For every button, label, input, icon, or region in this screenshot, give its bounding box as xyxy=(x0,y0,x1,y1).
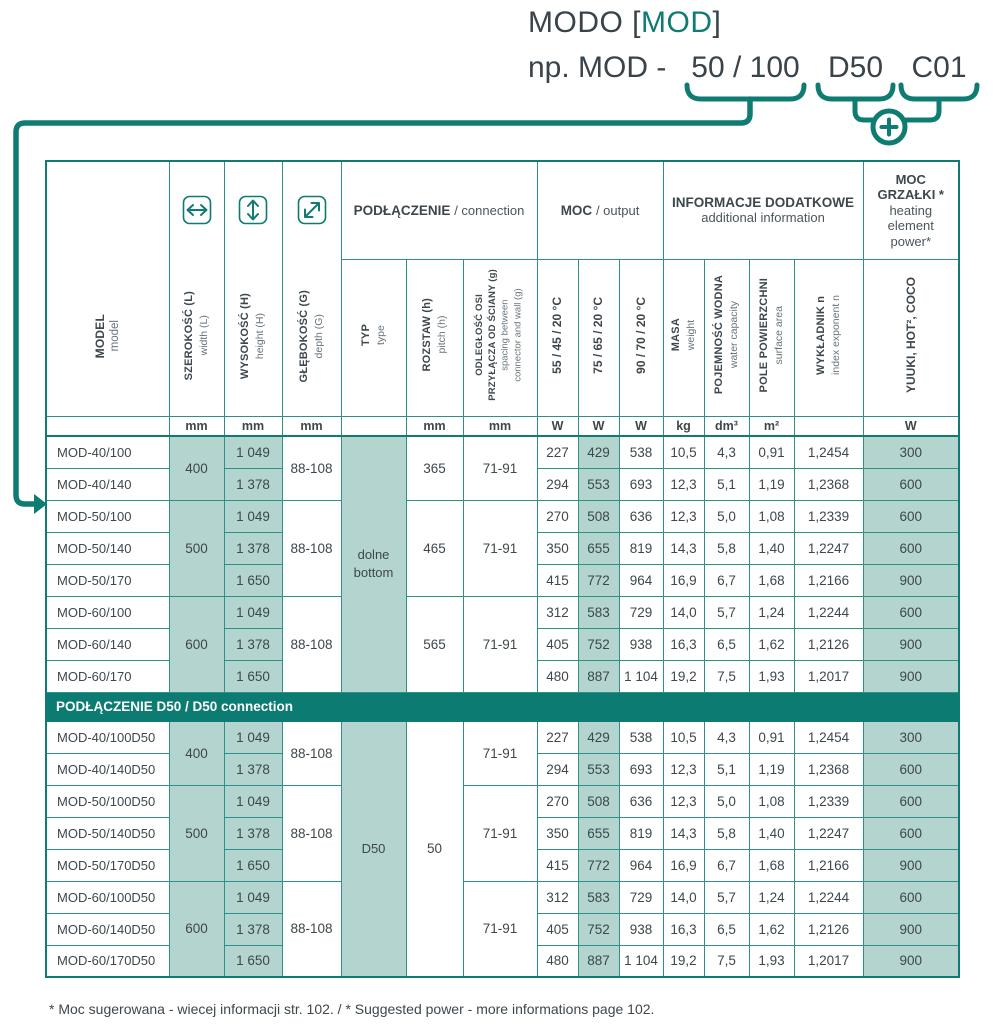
cell-exponent: 1,2454 xyxy=(794,721,863,753)
cell-heater-power: 900 xyxy=(863,913,959,945)
cell-exponent: 1,2126 xyxy=(794,913,863,945)
cell-output-55: 312 xyxy=(537,596,578,628)
plus-icon-glyph xyxy=(882,120,897,135)
example-size-code: 50 / 100 xyxy=(691,51,800,84)
cell-spacing: 71-91 xyxy=(463,436,537,500)
header-width: SZEROKOŚĆ (L) width (L) xyxy=(169,161,224,416)
cell-area: 1,40 xyxy=(749,817,794,849)
cell-output-55: 227 xyxy=(537,436,578,468)
cell-width: 400 xyxy=(169,436,224,500)
cell-pitch: 465 xyxy=(406,500,463,596)
cell-height: 1 049 xyxy=(224,785,282,817)
cell-width: 400 xyxy=(169,721,224,785)
cell-spacing: 71-91 xyxy=(463,881,537,977)
cell-output-55: 270 xyxy=(537,500,578,532)
cell-area: 1,68 xyxy=(749,564,794,596)
cell-capacity: 5,1 xyxy=(704,753,749,785)
header-mass: MASA weight xyxy=(663,259,704,416)
cell-area: 0,91 xyxy=(749,721,794,753)
cell-exponent: 1,2339 xyxy=(794,500,863,532)
cell-mass: 19,2 xyxy=(663,660,704,692)
unit-type-diagonal xyxy=(341,416,406,436)
cell-output-90: 693 xyxy=(619,753,663,785)
cell-output-90: 729 xyxy=(619,881,663,913)
cell-heater-power: 300 xyxy=(863,721,959,753)
cell-height: 1 049 xyxy=(224,500,282,532)
cell-mass: 16,3 xyxy=(663,628,704,660)
cell-heater-power: 900 xyxy=(863,945,959,977)
header-heater-group: MOC GRZAŁKI * heating element power* xyxy=(863,161,959,259)
section-band xyxy=(46,692,959,721)
cell-output-55: 405 xyxy=(537,913,578,945)
cell-model: MOD-40/140 xyxy=(46,468,169,500)
unit-mass: kg xyxy=(663,416,704,436)
cell-depth: 88-108 xyxy=(282,596,341,692)
cell-heater-power: 600 xyxy=(863,817,959,849)
header-surface-area: POLE POWIERZCHNI surface area xyxy=(749,259,794,416)
cell-height: 1 650 xyxy=(224,660,282,692)
table-row xyxy=(46,500,959,532)
cell-spacing: 71-91 xyxy=(463,596,537,692)
cell-depth: 88-108 xyxy=(282,500,341,596)
cell-output-55: 312 xyxy=(537,881,578,913)
cell-height: 1 049 xyxy=(224,596,282,628)
cell-output-90: 729 xyxy=(619,596,663,628)
cell-output-55: 294 xyxy=(537,753,578,785)
cell-output-75: 655 xyxy=(578,532,619,564)
cell-model: MOD-40/140D50 xyxy=(46,753,169,785)
unit-spacing: mm xyxy=(463,416,537,436)
unit-temp1: W xyxy=(537,416,578,436)
connection-brace-stem xyxy=(855,99,875,120)
cell-output-90: 938 xyxy=(619,628,663,660)
cell-mass: 14,3 xyxy=(663,532,704,564)
cell-height: 1 378 xyxy=(224,628,282,660)
cell-exponent: 1,2454 xyxy=(794,436,863,468)
table-row xyxy=(46,436,959,468)
unit-exponent-diagonal xyxy=(794,416,863,436)
unit-pitch: mm xyxy=(406,416,463,436)
cell-pitch: 50 xyxy=(406,721,463,977)
page-title xyxy=(528,6,721,40)
cell-height: 1 378 xyxy=(224,468,282,500)
header-temp-90-70-20: 90 / 70 / 20 °C xyxy=(619,259,663,416)
cell-width: 500 xyxy=(169,785,224,881)
cell-exponent: 1,2017 xyxy=(794,660,863,692)
table-row xyxy=(46,721,959,753)
cell-exponent: 1,2244 xyxy=(794,596,863,628)
color-brace-stem xyxy=(903,99,939,120)
cell-capacity: 4,3 xyxy=(704,436,749,468)
width-arrow-icon xyxy=(170,195,224,225)
cell-area: 1,62 xyxy=(749,913,794,945)
cell-width: 500 xyxy=(169,500,224,596)
cell-mass: 12,3 xyxy=(663,500,704,532)
cell-capacity: 5,1 xyxy=(704,468,749,500)
color-underbrace xyxy=(901,85,977,99)
cell-capacity: 6,5 xyxy=(704,913,749,945)
cell-pitch: 565 xyxy=(406,596,463,692)
cell-capacity: 5,0 xyxy=(704,785,749,817)
cell-spacing: 71-91 xyxy=(463,785,537,881)
cell-capacity: 7,5 xyxy=(704,660,749,692)
cell-model: MOD-40/100D50 xyxy=(46,721,169,753)
section-d50 xyxy=(46,721,959,977)
cell-mass: 16,3 xyxy=(663,913,704,945)
cell-heater-power: 600 xyxy=(863,753,959,785)
cell-output-90: 964 xyxy=(619,564,663,596)
cell-capacity: 6,5 xyxy=(704,628,749,660)
cell-exponent: 1,2339 xyxy=(794,785,863,817)
units-row xyxy=(46,416,959,436)
cell-output-55: 270 xyxy=(537,785,578,817)
title-suffix: ] xyxy=(712,6,722,39)
table-row xyxy=(46,785,959,817)
cell-area: 1,08 xyxy=(749,785,794,817)
cell-area: 1,62 xyxy=(749,628,794,660)
header-type: TYP type xyxy=(341,259,406,416)
cell-heater-power: 900 xyxy=(863,564,959,596)
cell-area: 1,08 xyxy=(749,500,794,532)
cell-mass: 16,9 xyxy=(663,564,704,596)
cell-output-75: 772 xyxy=(578,564,619,596)
table-row xyxy=(46,881,959,913)
cell-spacing: 71-91 xyxy=(463,500,537,596)
unit-area: m² xyxy=(749,416,794,436)
plus-icon xyxy=(873,111,905,143)
unit-capacity: dm³ xyxy=(704,416,749,436)
cell-mass: 14,0 xyxy=(663,596,704,628)
cell-model: MOD-60/140D50 xyxy=(46,913,169,945)
cell-connection-type: D50 xyxy=(341,721,406,977)
cell-heater-power: 600 xyxy=(863,532,959,564)
cell-output-90: 538 xyxy=(619,436,663,468)
cell-model: MOD-50/170 xyxy=(46,564,169,596)
cell-capacity: 6,7 xyxy=(704,849,749,881)
cell-output-75: 752 xyxy=(578,628,619,660)
cell-capacity: 4,3 xyxy=(704,721,749,753)
unit-width: mm xyxy=(169,416,224,436)
cell-capacity: 5,0 xyxy=(704,500,749,532)
d50-section-band xyxy=(46,692,959,721)
cell-heater-power: 600 xyxy=(863,468,959,500)
cell-depth: 88-108 xyxy=(282,721,341,785)
cell-pitch: 365 xyxy=(406,436,463,500)
header-output-group: MOC / output xyxy=(537,161,663,259)
cell-exponent: 1,2244 xyxy=(794,881,863,913)
cell-model: MOD-50/100 xyxy=(46,500,169,532)
cell-height: 1 378 xyxy=(224,817,282,849)
cell-output-55: 350 xyxy=(537,817,578,849)
cell-output-55: 415 xyxy=(537,564,578,596)
cell-height: 1 049 xyxy=(224,881,282,913)
cell-capacity: 5,7 xyxy=(704,881,749,913)
header-model: MODEL model xyxy=(46,161,169,416)
cell-height: 1 049 xyxy=(224,721,282,753)
unit-temp2: W xyxy=(578,416,619,436)
size-underbrace xyxy=(687,85,804,99)
cell-output-75: 772 xyxy=(578,849,619,881)
cell-model: MOD-50/140D50 xyxy=(46,817,169,849)
cell-heater-power: 600 xyxy=(863,881,959,913)
unit-temp3: W xyxy=(619,416,663,436)
cell-mass: 14,3 xyxy=(663,817,704,849)
cell-model: MOD-40/100 xyxy=(46,436,169,468)
cell-height: 1 049 xyxy=(224,436,282,468)
unit-heater: W xyxy=(863,416,959,436)
header-height: WYSOKOŚĆ (H) height (H) xyxy=(224,161,282,416)
cell-connection-type: dolne bottom xyxy=(341,436,406,692)
cell-mass: 19,2 xyxy=(663,945,704,977)
cell-area: 1,93 xyxy=(749,660,794,692)
cell-exponent: 1,2247 xyxy=(794,532,863,564)
cell-height: 1 650 xyxy=(224,945,282,977)
cell-output-75: 887 xyxy=(578,945,619,977)
cell-output-55: 480 xyxy=(537,945,578,977)
header-exponent: WYKŁADNIK n index exponent n xyxy=(794,259,863,416)
cell-mass: 12,3 xyxy=(663,753,704,785)
cell-mass: 10,5 xyxy=(663,721,704,753)
cell-heater-power: 600 xyxy=(863,500,959,532)
cell-capacity: 6,7 xyxy=(704,564,749,596)
cell-area: 1,68 xyxy=(749,849,794,881)
cell-exponent: 1,2247 xyxy=(794,817,863,849)
cell-output-75: 583 xyxy=(578,881,619,913)
cell-exponent: 1,2368 xyxy=(794,753,863,785)
cell-output-90: 1 104 xyxy=(619,945,663,977)
header-row-groups xyxy=(46,161,959,259)
cell-output-75: 553 xyxy=(578,753,619,785)
cell-depth: 88-108 xyxy=(282,881,341,977)
cell-output-90: 636 xyxy=(619,785,663,817)
header-additional-info-group: INFORMACJE DODATKOWE additional information xyxy=(663,161,863,259)
example-color-code: C01 xyxy=(911,51,967,84)
cell-heater-power: 300 xyxy=(863,436,959,468)
cell-exponent: 1,2017 xyxy=(794,945,863,977)
cell-output-75: 429 xyxy=(578,436,619,468)
cell-mass: 10,5 xyxy=(663,436,704,468)
cell-model: MOD-50/140 xyxy=(46,532,169,564)
cell-area: 1,19 xyxy=(749,468,794,500)
cell-output-90: 819 xyxy=(619,817,663,849)
cell-output-55: 415 xyxy=(537,849,578,881)
cell-depth: 88-108 xyxy=(282,785,341,881)
cell-output-90: 693 xyxy=(619,468,663,500)
footnote: * Moc sugerowana - wiecej informacji str. 102. / * Suggested power - more informations page 102. xyxy=(49,1001,655,1017)
header-temp-75-65-20: 75 / 65 / 20 °C xyxy=(578,259,619,416)
cell-model: MOD-60/170D50 xyxy=(46,945,169,977)
cell-heater-power: 600 xyxy=(863,596,959,628)
header-spacing: ODLEGŁOŚĆ OSI PRZYŁĄCZA OD ŚCIANY (g) spacing between connector and wall (g) xyxy=(463,259,537,416)
cell-area: 1,19 xyxy=(749,753,794,785)
cell-model: MOD-60/170 xyxy=(46,660,169,692)
cell-mass: 14,0 xyxy=(663,881,704,913)
cell-output-90: 1 104 xyxy=(619,660,663,692)
table-row xyxy=(46,596,959,628)
cell-width: 600 xyxy=(169,596,224,692)
unit-depth: mm xyxy=(282,416,341,436)
cell-output-90: 938 xyxy=(619,913,663,945)
header-water-capacity: POJEMNOŚĆ WODNA water capacity xyxy=(704,259,749,416)
d50-band-label: PODŁĄCZENIE D50 / D50 connection xyxy=(46,692,959,721)
unit-model xyxy=(46,416,169,436)
cell-mass: 16,9 xyxy=(663,849,704,881)
header-depth: GŁĘBOKOŚĆ (G) depth (G) xyxy=(282,161,341,416)
cell-output-75: 655 xyxy=(578,817,619,849)
cell-output-75: 887 xyxy=(578,660,619,692)
cell-output-90: 538 xyxy=(619,721,663,753)
cell-output-75: 508 xyxy=(578,500,619,532)
height-arrow-icon xyxy=(225,195,282,225)
cell-spacing: 71-91 xyxy=(463,721,537,785)
cell-heater-power: 600 xyxy=(863,785,959,817)
cell-output-55: 294 xyxy=(537,468,578,500)
cell-heater-power: 900 xyxy=(863,660,959,692)
cell-model: MOD-60/100 xyxy=(46,596,169,628)
cell-capacity: 5,8 xyxy=(704,817,749,849)
cell-capacity: 5,7 xyxy=(704,596,749,628)
cell-model: MOD-50/170D50 xyxy=(46,849,169,881)
depth-arrow-icon xyxy=(283,195,341,225)
cell-height: 1 378 xyxy=(224,913,282,945)
section-bottom xyxy=(46,436,959,692)
cell-output-75: 583 xyxy=(578,596,619,628)
cell-exponent: 1,2166 xyxy=(794,564,863,596)
cell-mass: 12,3 xyxy=(663,468,704,500)
spec-table xyxy=(45,160,960,978)
cell-area: 0,91 xyxy=(749,436,794,468)
cell-output-75: 553 xyxy=(578,468,619,500)
cell-area: 1,24 xyxy=(749,596,794,628)
cell-output-55: 350 xyxy=(537,532,578,564)
title-prefix: MODO [ xyxy=(528,6,641,39)
cell-area: 1,24 xyxy=(749,881,794,913)
cell-exponent: 1,2166 xyxy=(794,849,863,881)
cell-output-55: 480 xyxy=(537,660,578,692)
cell-model: MOD-60/140 xyxy=(46,628,169,660)
header-connection-group: PODŁĄCZENIE / connection xyxy=(341,161,537,259)
cell-width: 600 xyxy=(169,881,224,977)
cell-output-55: 227 xyxy=(537,721,578,753)
connection-underbrace xyxy=(818,85,893,99)
unit-height: mm xyxy=(224,416,282,436)
cell-exponent: 1,2368 xyxy=(794,468,863,500)
cell-model: MOD-50/100D50 xyxy=(46,785,169,817)
cell-exponent: 1,2126 xyxy=(794,628,863,660)
cell-height: 1 650 xyxy=(224,564,282,596)
header-heater-models: YUUKI, HOT², COCO xyxy=(863,259,959,416)
cell-output-75: 429 xyxy=(578,721,619,753)
cell-capacity: 5,8 xyxy=(704,532,749,564)
example-connection-code: D50 xyxy=(827,51,884,84)
cell-height: 1 378 xyxy=(224,532,282,564)
cell-depth: 88-108 xyxy=(282,436,341,500)
header-pitch: ROZSTAW (h) pitch (h) xyxy=(406,259,463,416)
cell-output-90: 819 xyxy=(619,532,663,564)
cell-output-55: 405 xyxy=(537,628,578,660)
cell-area: 1,93 xyxy=(749,945,794,977)
cell-output-75: 508 xyxy=(578,785,619,817)
cell-model: MOD-60/100D50 xyxy=(46,881,169,913)
cell-heater-power: 900 xyxy=(863,849,959,881)
cell-height: 1 378 xyxy=(224,753,282,785)
header-temp-55-45-20: 55 / 45 / 20 °C xyxy=(537,259,578,416)
cell-area: 1,40 xyxy=(749,532,794,564)
cell-capacity: 7,5 xyxy=(704,945,749,977)
title-code: MOD xyxy=(641,6,713,39)
cell-output-90: 636 xyxy=(619,500,663,532)
cell-output-90: 964 xyxy=(619,849,663,881)
cell-mass: 12,3 xyxy=(663,785,704,817)
cell-heater-power: 900 xyxy=(863,628,959,660)
cell-height: 1 650 xyxy=(224,849,282,881)
example-prefix: np. MOD - xyxy=(528,51,667,84)
cell-output-75: 752 xyxy=(578,913,619,945)
